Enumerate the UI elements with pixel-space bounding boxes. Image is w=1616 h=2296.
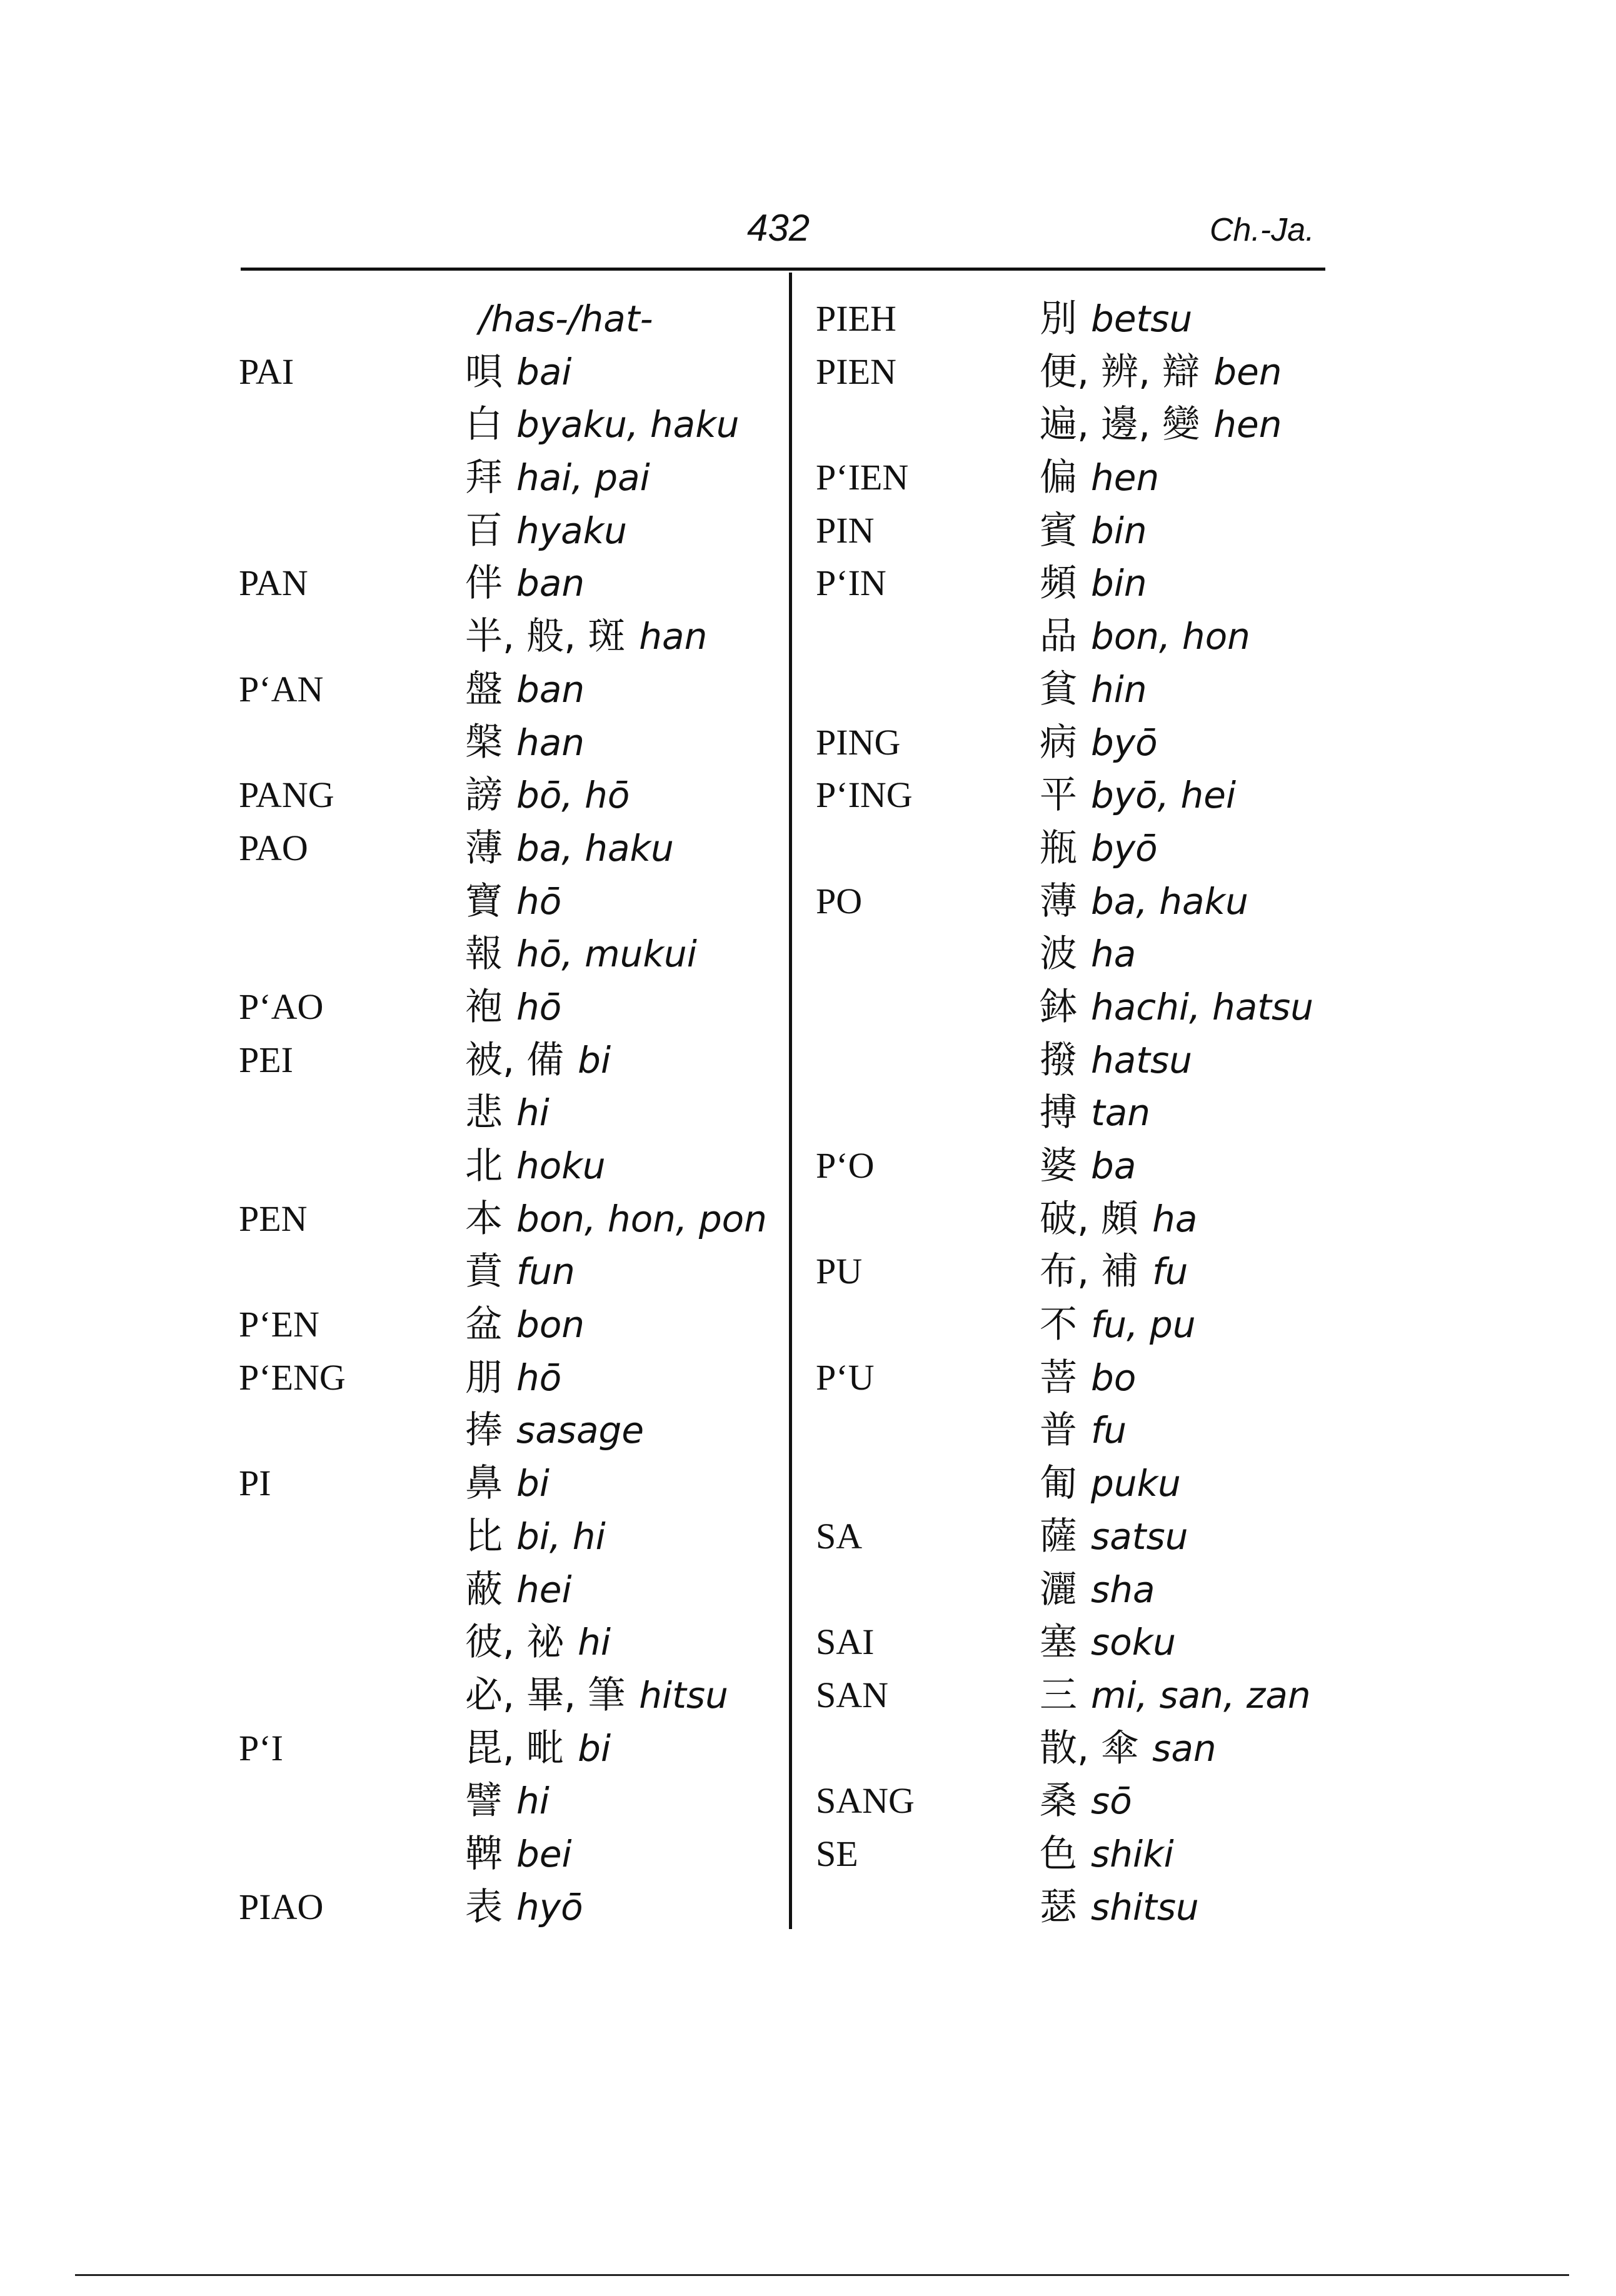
characters: 伴	[465, 561, 503, 606]
characters: 品	[1040, 614, 1077, 659]
entry-row	[816, 398, 1353, 451]
entry-row	[816, 716, 1353, 770]
reading: sasage	[516, 1409, 645, 1452]
entry-characters	[465, 1775, 550, 1828]
syllable: P‘ING	[816, 775, 913, 816]
characters: 搏	[1040, 1091, 1077, 1135]
characters: 貧	[1040, 667, 1077, 711]
entry-row	[239, 1881, 776, 1934]
syllable: PU	[816, 1251, 863, 1292]
characters: 瑟	[1040, 1885, 1077, 1929]
entry-row	[816, 1510, 1353, 1563]
reading: fun	[516, 1250, 575, 1293]
reading: ha	[1152, 1197, 1198, 1240]
characters: 普	[1040, 1408, 1077, 1453]
syllable: PAO	[239, 827, 308, 868]
entry-row	[816, 610, 1353, 663]
entry-row	[239, 1245, 776, 1298]
entry-characters	[1040, 610, 1250, 663]
entry-characters	[465, 1881, 583, 1934]
entry-row	[816, 822, 1353, 875]
reading: bei	[516, 1832, 572, 1875]
reading: satsu	[1091, 1515, 1188, 1558]
entry-row	[816, 663, 1353, 716]
entry-characters	[465, 769, 630, 822]
characters: 拜	[465, 456, 503, 500]
entry-row	[239, 663, 776, 716]
syllable: PEN	[239, 1198, 308, 1239]
syllable: P‘EN	[239, 1304, 319, 1345]
syllable: PIN	[816, 509, 875, 551]
characters: 鞞	[465, 1832, 503, 1876]
entry-characters	[1040, 346, 1282, 399]
entry-characters	[465, 1722, 611, 1775]
entry-characters	[465, 822, 674, 875]
entry-row	[816, 1722, 1353, 1775]
reading: ba, haku	[1091, 880, 1248, 923]
entry-characters	[1040, 398, 1282, 451]
entry-characters	[1040, 1140, 1136, 1193]
entry-row	[239, 769, 776, 822]
entry-row	[239, 981, 776, 1034]
reading: byaku, haku	[516, 403, 740, 446]
characters: 本	[465, 1196, 503, 1241]
entry-characters	[1040, 504, 1147, 558]
entry-row	[239, 1034, 776, 1087]
entry-characters	[465, 1669, 728, 1722]
reading: sō	[1091, 1780, 1132, 1823]
entry-characters	[465, 557, 585, 610]
characters: 別	[1040, 297, 1077, 341]
characters: 毘, 毗	[465, 1726, 565, 1770]
entry-row	[239, 610, 776, 663]
reading: fu	[1152, 1250, 1188, 1293]
syllable: PIEH	[816, 298, 896, 339]
entry-row	[239, 1140, 776, 1193]
entry-row	[239, 1510, 776, 1563]
entry-characters	[1040, 293, 1192, 346]
entry-row	[816, 1563, 1353, 1617]
reading: shitsu	[1091, 1885, 1199, 1928]
characters: 悲	[465, 1091, 503, 1135]
entry-characters	[465, 504, 627, 558]
characters: 北	[465, 1144, 503, 1188]
entry-row	[816, 1881, 1353, 1934]
entry-characters	[1040, 1563, 1155, 1617]
characters: 灑	[1040, 1567, 1077, 1612]
reading: bin	[1091, 509, 1147, 552]
syllable: PAI	[239, 351, 294, 392]
characters: 報	[465, 932, 503, 976]
syllable: PIEN	[816, 351, 896, 392]
syllable: PANG	[239, 775, 334, 816]
entry-characters	[1040, 1881, 1199, 1934]
characters: 塞	[1040, 1620, 1077, 1665]
characters: 遍, 邊, 變	[1040, 403, 1200, 447]
entry-row	[239, 1616, 776, 1669]
reading: shiki	[1091, 1832, 1174, 1875]
reading: hi	[516, 1780, 550, 1823]
syllable: P‘ENG	[239, 1356, 346, 1398]
entry-row	[239, 822, 776, 875]
entry-characters	[465, 293, 653, 346]
reading: hatsu	[1091, 1038, 1193, 1081]
entry-row	[816, 769, 1353, 822]
syllable: P‘I	[239, 1727, 283, 1768]
syllable: P‘AO	[239, 986, 324, 1027]
reading: mi, san, zan	[1091, 1673, 1311, 1717]
reading: ha	[1091, 933, 1137, 976]
entry-row	[239, 1775, 776, 1828]
characters: 散, 傘	[1040, 1726, 1139, 1770]
entry-characters	[465, 1616, 611, 1669]
header-rule	[241, 268, 1325, 271]
characters: 偏	[1040, 456, 1077, 500]
entry-row	[816, 557, 1353, 610]
entry-row	[816, 1086, 1353, 1140]
syllable: SANG	[816, 1780, 915, 1822]
reading: hin	[1091, 668, 1147, 711]
entry-characters	[1040, 769, 1236, 822]
entry-row	[816, 1616, 1353, 1669]
entry-row	[816, 875, 1353, 928]
entry-characters	[465, 1828, 572, 1881]
entry-row	[816, 1457, 1353, 1510]
entry-characters	[465, 981, 561, 1034]
reading: han	[516, 721, 585, 764]
characters: 必, 畢, 筆	[465, 1673, 626, 1717]
reading: tan	[1091, 1091, 1151, 1135]
characters: 盆	[465, 1303, 503, 1347]
characters: 破, 頗	[1040, 1196, 1139, 1241]
reading: sha	[1091, 1568, 1155, 1611]
entry-characters	[1040, 981, 1313, 1034]
entry-characters	[465, 1193, 767, 1246]
entry-row	[239, 504, 776, 558]
entry-row	[239, 1351, 776, 1405]
entry-characters	[465, 1245, 575, 1298]
characters: 婆	[1040, 1144, 1077, 1188]
reading: hō	[516, 880, 562, 923]
reading: bo	[1091, 1356, 1137, 1399]
entry-characters	[1040, 1616, 1176, 1669]
syllable: P‘U	[816, 1356, 875, 1398]
characters: 蔽	[465, 1567, 503, 1612]
entry-row	[816, 451, 1353, 504]
characters: 唄	[465, 349, 503, 394]
page-number: 432	[747, 207, 810, 249]
characters: 謗	[465, 773, 503, 818]
syllable: PO	[816, 880, 863, 921]
reading: san	[1152, 1727, 1217, 1770]
entry-characters	[1040, 1086, 1150, 1140]
entry-row	[239, 346, 776, 399]
entry-row	[816, 1140, 1353, 1193]
reading: hyaku	[516, 509, 627, 552]
entry-row	[239, 1086, 776, 1140]
characters: 盤	[465, 667, 503, 711]
entry-row	[239, 398, 776, 451]
reading: hō, mukui	[516, 933, 697, 976]
entry-characters	[1040, 875, 1248, 928]
entry-characters	[1040, 822, 1158, 875]
entry-row	[816, 1669, 1353, 1722]
reading: bai	[516, 350, 572, 393]
characters: 病	[1040, 720, 1077, 764]
reading: ba, haku	[516, 826, 674, 870]
entry-row	[816, 1828, 1353, 1881]
entry-row	[816, 1404, 1353, 1457]
entry-characters	[1040, 451, 1159, 504]
entry-characters	[465, 1563, 572, 1617]
column-divider	[789, 273, 792, 1929]
reading: hachi, hatsu	[1091, 985, 1313, 1028]
reading: hei	[516, 1568, 572, 1611]
entry-row	[816, 1298, 1353, 1351]
reading: hi	[516, 1091, 550, 1135]
entry-characters	[1040, 1457, 1181, 1510]
entry-row	[239, 1193, 776, 1246]
entry-characters	[1040, 716, 1158, 770]
characters: 桑	[1040, 1779, 1077, 1823]
characters: 鼻	[465, 1461, 503, 1506]
entry-row	[239, 1828, 776, 1881]
left-column	[239, 293, 776, 1933]
entry-characters	[465, 398, 740, 451]
entry-row	[239, 1563, 776, 1617]
reading: bon, hon	[1091, 615, 1250, 658]
reading: hyō	[516, 1885, 583, 1928]
entry-characters	[465, 875, 561, 928]
characters: 比	[465, 1514, 503, 1558]
syllable: PING	[816, 721, 901, 763]
characters: 頻	[1040, 561, 1077, 606]
reading: puku	[1091, 1462, 1181, 1505]
entry-characters	[465, 716, 585, 770]
entry-characters	[465, 928, 697, 981]
characters: 布, 補	[1040, 1250, 1139, 1294]
characters: 賁	[465, 1250, 503, 1294]
entry-characters	[1040, 928, 1136, 981]
entry-row	[239, 1669, 776, 1722]
characters: 譬	[465, 1779, 503, 1823]
entry-characters	[465, 610, 707, 663]
entry-characters	[465, 1034, 611, 1087]
characters: 平	[1040, 773, 1077, 818]
entry-row	[816, 504, 1353, 558]
reading: bin	[1091, 562, 1147, 605]
characters: 薩	[1040, 1514, 1077, 1558]
entry-row	[816, 928, 1353, 981]
entry-characters	[1040, 1298, 1196, 1351]
syllable: P‘AN	[239, 668, 324, 709]
characters: 鉢	[1040, 985, 1077, 1029]
entry-row	[816, 1245, 1353, 1298]
reading: hō	[516, 1356, 562, 1399]
syllable: SA	[816, 1515, 863, 1557]
reading: han	[639, 615, 708, 658]
reading: ba	[1091, 1145, 1137, 1187]
entry-characters	[1040, 1245, 1188, 1298]
entry-row	[816, 1775, 1353, 1828]
entry-row	[816, 1351, 1353, 1405]
characters: 薄	[1040, 879, 1077, 923]
reading: bi	[578, 1727, 611, 1770]
entry-row	[239, 293, 776, 346]
syllable: PEI	[239, 1039, 293, 1080]
reading: hen	[1091, 456, 1160, 499]
characters: 寶	[465, 879, 503, 923]
entry-row	[816, 981, 1353, 1034]
reading: bi	[516, 1462, 550, 1505]
syllable: P‘IN	[816, 563, 886, 604]
characters: 賓	[1040, 508, 1077, 553]
reading: /has-/hat-	[479, 298, 653, 340]
entry-characters	[465, 1457, 550, 1510]
syllable: SAN	[816, 1674, 889, 1715]
reading: fu	[1091, 1409, 1127, 1452]
characters: 菩	[1040, 1355, 1077, 1400]
reading: betsu	[1091, 298, 1193, 340]
characters: 波	[1040, 932, 1077, 976]
syllable: P‘O	[816, 1145, 875, 1186]
entry-characters	[1040, 557, 1147, 610]
reading: hoku	[516, 1145, 606, 1187]
entry-characters	[465, 451, 650, 504]
syllable: PIAO	[239, 1886, 324, 1927]
reading: byō	[1091, 826, 1158, 870]
section-label: Ch.-Ja.	[1210, 212, 1315, 248]
entry-characters	[465, 663, 585, 716]
entry-characters	[465, 1298, 585, 1351]
syllable: SE	[816, 1833, 858, 1874]
reading: bi	[578, 1038, 611, 1081]
entry-characters	[465, 1086, 550, 1140]
entry-row	[816, 1193, 1353, 1246]
entry-row	[239, 928, 776, 981]
reading: fu, pu	[1091, 1303, 1196, 1346]
entry-characters	[1040, 1193, 1197, 1246]
entry-characters	[1040, 1828, 1174, 1881]
reading: ban	[516, 562, 585, 605]
entry-characters	[1040, 1034, 1192, 1087]
entry-row	[239, 1404, 776, 1457]
characters: 表	[465, 1885, 503, 1929]
reading: byō, hei	[1091, 774, 1237, 817]
entry-characters	[465, 1510, 606, 1563]
characters: 撥	[1040, 1038, 1077, 1082]
entry-row	[816, 1034, 1353, 1087]
reading: bi, hi	[516, 1515, 606, 1558]
reading: hitsu	[639, 1673, 728, 1717]
entry-row	[239, 451, 776, 504]
reading: ban	[516, 668, 585, 711]
entry-characters	[465, 1351, 561, 1405]
entry-row	[816, 293, 1353, 346]
reading: bon	[516, 1303, 585, 1346]
characters: 瓶	[1040, 826, 1077, 870]
entry-row	[239, 1298, 776, 1351]
entry-characters	[1040, 663, 1147, 716]
entry-row	[239, 1457, 776, 1510]
characters: 槃	[465, 720, 503, 764]
entry-characters	[465, 1140, 606, 1193]
syllable: PI	[239, 1463, 271, 1504]
characters: 百	[465, 508, 503, 553]
entry-characters	[1040, 1404, 1127, 1457]
characters: 便, 辨, 辯	[1040, 349, 1200, 394]
reading: hen	[1213, 403, 1282, 446]
entry-row	[239, 557, 776, 610]
reading: ben	[1213, 350, 1282, 393]
characters: 薄	[465, 826, 503, 870]
characters: 半, 般, 斑	[465, 614, 626, 659]
syllable: PAN	[239, 563, 308, 604]
characters: 朋	[465, 1355, 503, 1400]
reading: hai, pai	[516, 456, 650, 499]
entry-row	[239, 1722, 776, 1775]
characters: 彼, 祕	[465, 1620, 565, 1665]
characters: 不	[1040, 1303, 1077, 1347]
entry-characters	[1040, 1775, 1132, 1828]
entry-characters	[465, 346, 571, 399]
reading: bō, hō	[516, 774, 630, 817]
syllable: P‘IEN	[816, 457, 909, 498]
entry-row	[239, 875, 776, 928]
characters: 袍	[465, 985, 503, 1029]
characters: 被, 備	[465, 1038, 565, 1082]
reading: byō	[1091, 721, 1158, 764]
characters: 捧	[465, 1408, 503, 1453]
entry-row	[239, 716, 776, 770]
entry-row	[816, 346, 1353, 399]
syllable: SAI	[816, 1622, 875, 1663]
entry-characters	[1040, 1722, 1217, 1775]
entry-characters	[1040, 1351, 1136, 1405]
characters: 匍	[1040, 1461, 1077, 1506]
entry-characters	[1040, 1669, 1311, 1722]
entry-characters	[465, 1404, 644, 1457]
footer-rule	[75, 2274, 1569, 2276]
reading: soku	[1091, 1621, 1177, 1664]
characters: 三	[1040, 1673, 1077, 1717]
characters: 色	[1040, 1832, 1077, 1876]
right-column	[816, 293, 1353, 1933]
reading: hi	[578, 1621, 611, 1664]
reading: hō	[516, 985, 562, 1028]
characters: 白	[465, 403, 503, 447]
entry-characters	[1040, 1510, 1188, 1563]
reading: bon, hon, pon	[516, 1197, 767, 1240]
